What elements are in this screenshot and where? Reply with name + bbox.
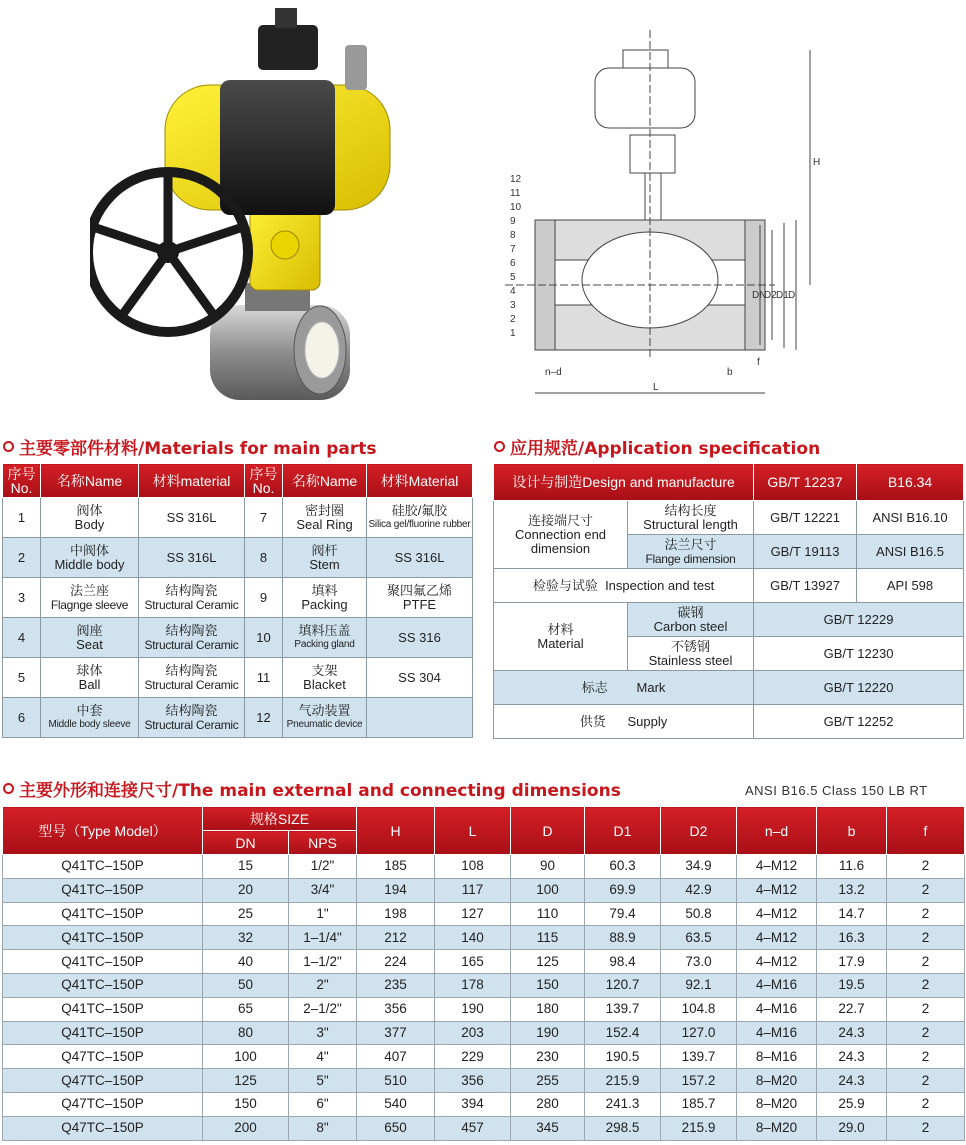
- cell-l: 117: [435, 878, 511, 902]
- cell-nd: 4–M16: [737, 997, 817, 1021]
- cell-b: 19.5: [817, 973, 887, 997]
- dims-title: [3, 776, 621, 801]
- cell-b: 25.9: [817, 1092, 887, 1116]
- part-name: 支架 Blacket: [283, 658, 367, 698]
- cell-f: 2: [887, 1092, 965, 1116]
- cell-f: 2: [887, 973, 965, 997]
- cell-nps: 3": [289, 1021, 357, 1045]
- part-material: 结构陶瓷 Structural Ceramic: [139, 578, 245, 618]
- part-no: 10: [245, 618, 283, 658]
- spec-struct-std1: GB/T 12221: [754, 501, 857, 535]
- cell-dn: 50: [203, 973, 289, 997]
- callout-label: 12: [510, 174, 522, 185]
- cell-f: 2: [887, 1069, 965, 1093]
- part-name: 填料 Packing: [283, 578, 367, 618]
- cell-model: Q41TC–150P: [3, 926, 203, 950]
- dim-nd-label: n–d: [545, 367, 562, 378]
- cell-dn: 20: [203, 878, 289, 902]
- spec-conn-label: 连接端尺寸 Connection end dimension: [494, 501, 628, 569]
- cell-d2: 104.8: [661, 997, 737, 1021]
- cell-h: 540: [357, 1092, 435, 1116]
- spec-title-text: 应用规范/Application specification: [510, 439, 821, 459]
- part-name: 中套 Middle body sleeve: [41, 698, 139, 738]
- spec-design-std1: GB/T 12237: [754, 464, 857, 501]
- cell-h: 185: [357, 855, 435, 879]
- cell-d2: 42.9: [661, 878, 737, 902]
- cell-l: 356: [435, 1069, 511, 1093]
- dims-standard-note: ANSI B16.5 Class 150 LB RT: [745, 783, 928, 798]
- cell-f: 2: [887, 902, 965, 926]
- part-no: 1: [3, 498, 41, 538]
- cell-nps: 3/4": [289, 878, 357, 902]
- part-no: 11: [245, 658, 283, 698]
- cell-h: 235: [357, 973, 435, 997]
- cell-f: 2: [887, 1116, 965, 1140]
- cell-d: 230: [511, 1045, 585, 1069]
- cell-d: 110: [511, 902, 585, 926]
- cell-d1: 215.9: [585, 1069, 661, 1093]
- part-no: 2: [3, 538, 41, 578]
- callout-label: 2: [510, 314, 516, 325]
- valve-photo: [90, 0, 425, 410]
- part-no: 6: [3, 698, 41, 738]
- materials-title: [3, 434, 376, 459]
- cell-model: Q41TC–150P: [3, 878, 203, 902]
- hdr-nps: NPS: [289, 831, 357, 855]
- cell-nd: 8–M20: [737, 1069, 817, 1093]
- spec-material-label: 材料 Material: [494, 603, 628, 671]
- callout-label: 1: [510, 328, 516, 339]
- part-material: SS 316L: [367, 538, 473, 578]
- spec-struct-std2: ANSI B16.10: [857, 501, 964, 535]
- callout-label: 4: [510, 286, 516, 297]
- part-material: 聚四氟乙烯 PTFE: [367, 578, 473, 618]
- cell-b: 17.9: [817, 950, 887, 974]
- materials-row: [3, 658, 473, 698]
- dims-row: [3, 1021, 965, 1045]
- cell-model: Q47TC–150P: [3, 1045, 203, 1069]
- cell-d2: 50.8: [661, 902, 737, 926]
- cell-h: 650: [357, 1116, 435, 1140]
- dim-dn-label: DN: [752, 290, 767, 301]
- part-material: 结构陶瓷 Structural Ceramic: [139, 658, 245, 698]
- cell-dn: 15: [203, 855, 289, 879]
- hdr-d1: D1: [585, 807, 661, 855]
- part-no: 8: [245, 538, 283, 578]
- cell-f: 2: [887, 950, 965, 974]
- dim-h-label: H: [813, 157, 821, 168]
- part-name: 密封圈 Seal Ring: [283, 498, 367, 538]
- cell-b: 24.3: [817, 1069, 887, 1093]
- cell-nps: 1": [289, 902, 357, 926]
- callout-label: 7: [510, 244, 516, 255]
- part-name: 阀座 Seat: [41, 618, 139, 658]
- spec-flange-label: 法兰尺寸 Flange dimension: [628, 535, 754, 569]
- hdr-d2: D2: [661, 807, 737, 855]
- cell-nps: 1/2": [289, 855, 357, 879]
- dim-d-label: D: [788, 290, 796, 301]
- cell-f: 2: [887, 997, 965, 1021]
- cell-b: 14.7: [817, 902, 887, 926]
- cell-model: Q41TC–150P: [3, 973, 203, 997]
- spec-row-supply: [494, 705, 964, 739]
- cell-f: 2: [887, 878, 965, 902]
- cell-d1: 152.4: [585, 1021, 661, 1045]
- cell-model: Q47TC–150P: [3, 1092, 203, 1116]
- part-no: 4: [3, 618, 41, 658]
- dims-table: [2, 806, 965, 1141]
- part-material: SS 316: [367, 618, 473, 658]
- materials-row: [3, 498, 473, 538]
- materials-header: [3, 464, 473, 498]
- cell-d1: 120.7: [585, 973, 661, 997]
- cell-dn: 150: [203, 1092, 289, 1116]
- bullet-circle-icon: [494, 441, 505, 452]
- callout-label: 3: [510, 300, 516, 311]
- hdr-model: 型号（Type Model）: [3, 807, 203, 855]
- hdr-d: D: [511, 807, 585, 855]
- part-name: 法兰座 Flagnge sleeve: [41, 578, 139, 618]
- cell-l: 140: [435, 926, 511, 950]
- part-material: SS 304: [367, 658, 473, 698]
- hdr-material-2: 材料Material: [367, 464, 473, 498]
- dims-title-text: 主要外形和连接尺寸/The main external and connecting dimensions: [19, 781, 621, 801]
- materials-row: [3, 578, 473, 618]
- cell-d1: 88.9: [585, 926, 661, 950]
- cell-f: 2: [887, 926, 965, 950]
- part-no: 5: [3, 658, 41, 698]
- cell-b: 29.0: [817, 1116, 887, 1140]
- hdr-l: L: [435, 807, 511, 855]
- part-material: SS 316L: [139, 498, 245, 538]
- spec-row-struct: [494, 501, 964, 535]
- cell-h: 407: [357, 1045, 435, 1069]
- part-no: 7: [245, 498, 283, 538]
- dims-row: [3, 950, 965, 974]
- callout-label: 10: [510, 202, 522, 213]
- materials-table: [2, 463, 473, 738]
- dims-header-row-1: [3, 807, 965, 831]
- cell-dn: 100: [203, 1045, 289, 1069]
- cell-d2: 185.7: [661, 1092, 737, 1116]
- cell-h: 356: [357, 997, 435, 1021]
- cell-nd: 8–M20: [737, 1092, 817, 1116]
- cell-l: 229: [435, 1045, 511, 1069]
- spec-struct-label: 结构长度 Structural length: [628, 501, 754, 535]
- spec-insp-label: 检验与试验 Inspection and test: [494, 569, 754, 603]
- cell-d1: 60.3: [585, 855, 661, 879]
- cell-model: Q47TC–150P: [3, 1116, 203, 1140]
- part-name: 气动装置 Pneumatic device: [283, 698, 367, 738]
- dims-row: [3, 973, 965, 997]
- callout-label: 5: [510, 272, 516, 283]
- cell-d: 280: [511, 1092, 585, 1116]
- cell-d: 150: [511, 973, 585, 997]
- spec-stainless-label: 不锈钢 Stainless steel: [628, 637, 754, 671]
- part-material: 结构陶瓷 Structural Ceramic: [139, 698, 245, 738]
- cell-h: 198: [357, 902, 435, 926]
- spec-flange-std2: ANSI B16.5: [857, 535, 964, 569]
- cell-nps: 1–1/2": [289, 950, 357, 974]
- cell-d2: 157.2: [661, 1069, 737, 1093]
- cell-h: 224: [357, 950, 435, 974]
- cell-dn: 200: [203, 1116, 289, 1140]
- cell-model: Q47TC–150P: [3, 1069, 203, 1093]
- cell-d: 125: [511, 950, 585, 974]
- callout-label: 9: [510, 216, 516, 227]
- hdr-dn: DN: [203, 831, 289, 855]
- cell-l: 108: [435, 855, 511, 879]
- cell-d: 115: [511, 926, 585, 950]
- cell-f: 2: [887, 1021, 965, 1045]
- cell-f: 2: [887, 855, 965, 879]
- spec-carbon-label: 碳钢 Carbon steel: [628, 603, 754, 637]
- dim-f-label: f: [757, 357, 760, 368]
- cell-nd: 8–M16: [737, 1045, 817, 1069]
- callout-label: 11: [510, 188, 521, 199]
- cell-d2: 139.7: [661, 1045, 737, 1069]
- part-name: 球体 Ball: [41, 658, 139, 698]
- dims-row: [3, 902, 965, 926]
- dim-d2-label: D2: [764, 290, 777, 301]
- cell-dn: 65: [203, 997, 289, 1021]
- spec-table: [493, 463, 964, 739]
- cell-d1: 190.5: [585, 1045, 661, 1069]
- bullet-circle-icon: [3, 783, 14, 794]
- part-no: 12: [245, 698, 283, 738]
- cell-d: 180: [511, 997, 585, 1021]
- cell-dn: 125: [203, 1069, 289, 1093]
- cell-d: 90: [511, 855, 585, 879]
- dims-row: [3, 1116, 965, 1140]
- spec-row-mark: [494, 671, 964, 705]
- part-material: SS 316L: [139, 538, 245, 578]
- hdr-name-2: 名称Name: [283, 464, 367, 498]
- spec-insp-std2: API 598: [857, 569, 964, 603]
- spec-supply-label: 供货 Supply: [494, 705, 754, 739]
- part-no: 9: [245, 578, 283, 618]
- cell-nd: 4–M12: [737, 855, 817, 879]
- cell-nd: 4–M16: [737, 973, 817, 997]
- cell-d2: 92.1: [661, 973, 737, 997]
- cell-d1: 298.5: [585, 1116, 661, 1140]
- spec-row-design: [494, 464, 964, 501]
- cell-nd: 4–M12: [737, 878, 817, 902]
- cell-b: 11.6: [817, 855, 887, 879]
- spec-row-inspection: [494, 569, 964, 603]
- cell-nps: 4": [289, 1045, 357, 1069]
- cell-h: 194: [357, 878, 435, 902]
- spec-row-carbon: [494, 603, 964, 637]
- cell-l: 203: [435, 1021, 511, 1045]
- hdr-name: 名称Name: [41, 464, 139, 498]
- spec-title: [494, 434, 820, 459]
- cell-model: Q41TC–150P: [3, 1021, 203, 1045]
- cell-nps: 2–1/2": [289, 997, 357, 1021]
- dims-row: [3, 855, 965, 879]
- cell-d1: 79.4: [585, 902, 661, 926]
- hdr-material: 材料material: [139, 464, 245, 498]
- cell-l: 394: [435, 1092, 511, 1116]
- cell-d: 255: [511, 1069, 585, 1093]
- cell-nps: 8": [289, 1116, 357, 1140]
- hdr-h: H: [357, 807, 435, 855]
- dims-row: [3, 997, 965, 1021]
- cell-b: 16.3: [817, 926, 887, 950]
- cell-d: 100: [511, 878, 585, 902]
- spec-flange-std1: GB/T 19113: [754, 535, 857, 569]
- hdr-no: 序号No.: [3, 464, 41, 498]
- part-name: 填料压盖 Packing gland: [283, 618, 367, 658]
- cell-d1: 241.3: [585, 1092, 661, 1116]
- cell-d2: 63.5: [661, 926, 737, 950]
- cell-nd: 8–M20: [737, 1116, 817, 1140]
- cell-h: 510: [357, 1069, 435, 1093]
- cell-b: 22.7: [817, 997, 887, 1021]
- spec-supply-std: GB/T 12252: [754, 705, 964, 739]
- cell-nps: 6": [289, 1092, 357, 1116]
- dim-b-label: b: [727, 367, 733, 378]
- cell-dn: 32: [203, 926, 289, 950]
- hdr-f: f: [887, 807, 965, 855]
- cell-b: 13.2: [817, 878, 887, 902]
- valve-section-drawing: [505, 30, 845, 405]
- cell-d1: 139.7: [585, 997, 661, 1021]
- materials-title-text: 主要零部件材料/Materials for main parts: [19, 439, 377, 459]
- cell-h: 212: [357, 926, 435, 950]
- spec-carbon-std: GB/T 12229: [754, 603, 964, 637]
- cell-model: Q41TC–150P: [3, 950, 203, 974]
- hdr-no-2: 序号No.: [245, 464, 283, 498]
- materials-row: [3, 618, 473, 658]
- cell-nd: 4–M12: [737, 950, 817, 974]
- cell-dn: 80: [203, 1021, 289, 1045]
- part-name: 中阀体 Middle body: [41, 538, 139, 578]
- callout-label: 8: [510, 230, 516, 241]
- part-material: 硅胶/氟胶 Silica gel/fluorine rubber: [367, 498, 473, 538]
- hdr-nd: n–d: [737, 807, 817, 855]
- dim-d1-label: D1: [776, 290, 789, 301]
- spec-insp-std1: GB/T 13927: [754, 569, 857, 603]
- cell-h: 377: [357, 1021, 435, 1045]
- part-name: 阀杆 Stem: [283, 538, 367, 578]
- cell-b: 24.3: [817, 1021, 887, 1045]
- dim-l-label: L: [653, 382, 659, 393]
- part-material: 结构陶瓷 Structural Ceramic: [139, 618, 245, 658]
- cell-dn: 25: [203, 902, 289, 926]
- cell-d2: 215.9: [661, 1116, 737, 1140]
- cell-model: Q41TC–150P: [3, 902, 203, 926]
- cell-nps: 5": [289, 1069, 357, 1093]
- cell-model: Q41TC–150P: [3, 997, 203, 1021]
- cell-l: 457: [435, 1116, 511, 1140]
- materials-row: [3, 698, 473, 738]
- cell-d2: 73.0: [661, 950, 737, 974]
- cell-nps: 1–1/4": [289, 926, 357, 950]
- cell-l: 165: [435, 950, 511, 974]
- cell-nd: 4–M12: [737, 926, 817, 950]
- cell-l: 127: [435, 902, 511, 926]
- cell-d1: 69.9: [585, 878, 661, 902]
- dims-row: [3, 878, 965, 902]
- materials-row: [3, 538, 473, 578]
- cell-dn: 40: [203, 950, 289, 974]
- cell-d: 345: [511, 1116, 585, 1140]
- part-material: [367, 698, 473, 738]
- dims-row: [3, 926, 965, 950]
- cell-nps: 2": [289, 973, 357, 997]
- cell-b: 24.3: [817, 1045, 887, 1069]
- callout-label: 6: [510, 258, 516, 269]
- part-name: 阀体 Body: [41, 498, 139, 538]
- cell-d2: 127.0: [661, 1021, 737, 1045]
- spec-mark-label: 标志 Mark: [494, 671, 754, 705]
- cell-d2: 34.9: [661, 855, 737, 879]
- spec-design-std2: B16.34: [857, 464, 964, 501]
- cell-f: 2: [887, 1045, 965, 1069]
- cell-l: 178: [435, 973, 511, 997]
- dims-row: [3, 1069, 965, 1093]
- bullet-circle-icon: [3, 441, 14, 452]
- cell-nd: 4–M16: [737, 1021, 817, 1045]
- dims-row: [3, 1092, 965, 1116]
- dims-row: [3, 1045, 965, 1069]
- cell-l: 190: [435, 997, 511, 1021]
- cell-nd: 4–M12: [737, 902, 817, 926]
- cell-d1: 98.4: [585, 950, 661, 974]
- spec-design-label: 设计与制造Design and manufacture: [494, 464, 754, 501]
- spec-stainless-std: GB/T 12230: [754, 637, 964, 671]
- cell-d: 190: [511, 1021, 585, 1045]
- hdr-size: 规格SIZE: [203, 807, 357, 831]
- spec-mark-std: GB/T 12220: [754, 671, 964, 705]
- cell-model: Q41TC–150P: [3, 855, 203, 879]
- hdr-b: b: [817, 807, 887, 855]
- part-no: 3: [3, 578, 41, 618]
